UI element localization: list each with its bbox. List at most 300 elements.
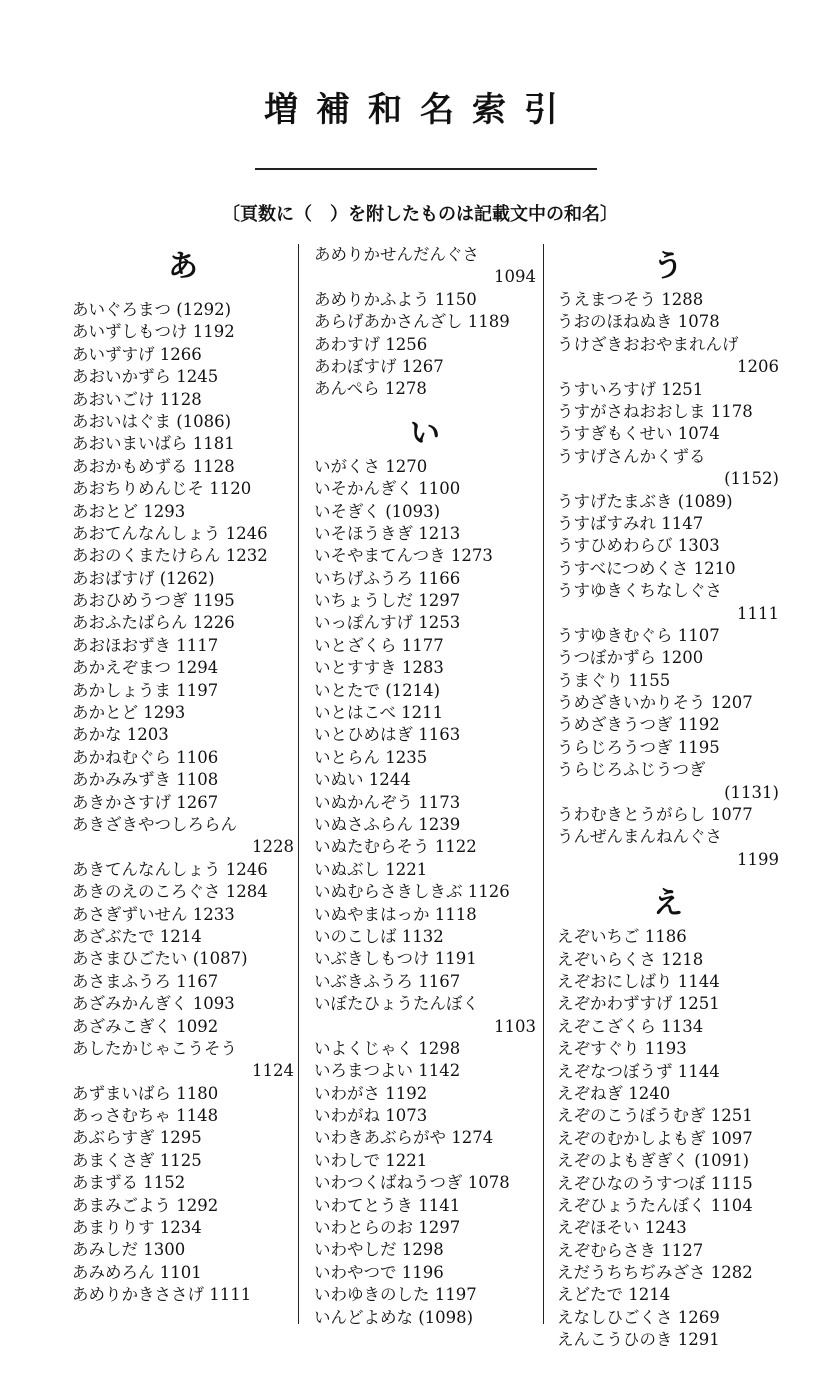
entry-page-number: 1213 <box>413 523 461 543</box>
entry-page-number: 1125 <box>154 1150 202 1170</box>
entry-name: あおひめうつぎ <box>72 591 188 611</box>
entry-page-number: 1192 <box>380 1083 428 1103</box>
index-entry <box>314 334 536 356</box>
index-entry <box>314 356 536 378</box>
index-entry <box>72 814 294 859</box>
entry-page-number: (1262) <box>154 568 215 588</box>
entry-name: いわやしだ <box>314 1240 397 1260</box>
entry-page-number: 1197 <box>429 1285 477 1305</box>
entry-page-number: 1120 <box>204 479 252 499</box>
entry-page-number: 1167 <box>171 971 219 991</box>
entry-name: あらげあかさんざし <box>314 312 463 332</box>
entry-name: あおとど <box>72 501 138 521</box>
index-entry <box>314 1172 536 1194</box>
entry-name: あきてんなんしょう <box>72 859 221 879</box>
index-entry <box>557 1016 779 1038</box>
entry-name: えぞむらさき <box>557 1240 656 1260</box>
entry-page-number: 1077 <box>705 805 753 825</box>
entry-name: あんぺら <box>314 379 380 399</box>
index-entry <box>314 501 536 523</box>
entry-page-number: 1235 <box>380 747 428 767</box>
entry-name: うすげさんかくずる <box>557 446 706 466</box>
index-entry <box>314 792 536 814</box>
entry-page-number: 1124 <box>252 1061 294 1081</box>
index-entry <box>314 1150 536 1172</box>
index-entry <box>314 1307 536 1329</box>
entry-name: いぬむらさきしきぶ <box>314 882 463 902</box>
entry-name: あおばすげ <box>72 568 155 588</box>
index-entry <box>72 1262 294 1284</box>
entry-page-number: 1177 <box>396 635 444 655</box>
entry-name: あきざきやつしろらん <box>72 814 237 834</box>
index-entry <box>72 1127 294 1149</box>
entry-name: うすひめわらび <box>557 536 673 556</box>
entry-name: あおふたばらん <box>72 613 188 633</box>
entry-name: うすゆきくちなしぐさ <box>557 581 722 601</box>
index-entry <box>72 1016 294 1038</box>
index-entry <box>72 926 294 948</box>
index-entry <box>72 523 294 545</box>
entry-name: あかみみずき <box>72 770 171 790</box>
entry-name: うすゆきむぐら <box>557 625 673 645</box>
entry-name: えぞなつぼうず <box>557 1061 673 1081</box>
entry-page-number: 1195 <box>672 737 720 757</box>
index-entry <box>557 1105 779 1127</box>
entry-name: あしたかじゃこうそう <box>72 1038 237 1058</box>
entry-name: えぞのこうぼうむぎ <box>557 1106 706 1126</box>
entry-name: いわつくばねうつぎ <box>314 1173 463 1193</box>
entry-name: えぞひょうたんぼく <box>557 1195 706 1215</box>
index-entry <box>557 1038 779 1060</box>
index-entry <box>72 993 294 1015</box>
entry-name: えぞひなのうすつぼ <box>557 1173 706 1193</box>
entry-name: いのこしば <box>314 926 397 946</box>
entry-page-number: 1298 <box>413 1038 461 1058</box>
index-entry <box>557 949 779 971</box>
entry-page-number: 1132 <box>396 926 444 946</box>
entry-page-number: 1195 <box>187 591 235 611</box>
entry-page-number: 1218 <box>656 949 704 969</box>
index-entry <box>72 769 294 791</box>
entry-name: いちげふうろ <box>314 568 413 588</box>
entry-name: あまくさぎ <box>72 1150 155 1170</box>
entry-page-number: 1104 <box>705 1195 753 1215</box>
entry-name: いそやまてんつき <box>314 546 446 566</box>
entry-page-number: 1101 <box>154 1262 202 1282</box>
entry-page-number: 1128 <box>187 456 235 476</box>
entry-page-number: 1193 <box>639 1039 687 1059</box>
index-entry <box>72 456 294 478</box>
entry-page-number: 1078 <box>462 1173 510 1193</box>
index-entry <box>314 545 536 567</box>
index-entry <box>557 737 779 759</box>
entry-page-number: 1111 <box>204 1285 252 1305</box>
index-entry <box>314 1060 536 1082</box>
index-entry <box>72 411 294 433</box>
entry-name: あきのえのころぐさ <box>72 882 221 902</box>
entry-page-number: 1267 <box>171 792 219 812</box>
entry-name: うえまつそう <box>557 290 656 309</box>
entry-name: あっさむちゃ <box>72 1106 171 1126</box>
index-entry <box>72 792 294 814</box>
entry-name: あめりかせんだんぐさ <box>314 245 479 264</box>
entry-name: いそかんぎく <box>314 479 413 499</box>
index-entry <box>314 993 536 1038</box>
entry-page-number: 1173 <box>413 792 461 812</box>
entry-page-number: 1078 <box>672 312 720 332</box>
entry-name: あかしょうま <box>72 680 171 700</box>
entry-page-number: 1197 <box>171 680 219 700</box>
entry-page-number: 1256 <box>380 334 428 354</box>
index-entry <box>72 321 294 343</box>
index-entry <box>314 769 536 791</box>
entry-page-number: 1152 <box>138 1173 186 1193</box>
entry-name: うけざきおおやまれんげ <box>557 334 739 354</box>
entry-page-number: 1274 <box>446 1128 494 1148</box>
entry-page-number: 1278 <box>379 379 427 399</box>
entry-name: あおかもめずる <box>72 456 188 476</box>
index-entry <box>557 1061 779 1083</box>
entry-name: あまりりす <box>72 1218 155 1238</box>
entry-page-number: (1087) <box>187 949 248 969</box>
entry-page-number: 1094 <box>494 267 536 287</box>
index-entry <box>314 523 536 545</box>
index-entry <box>72 904 294 926</box>
entry-name: うすがさねおおしま <box>557 401 706 421</box>
index-entry <box>557 1195 779 1217</box>
entry-name: えだうちちぢみざさ <box>557 1263 706 1283</box>
entry-page-number: (1098) <box>413 1307 474 1327</box>
entry-name: あわすげ <box>314 334 380 354</box>
entry-page-number: 1210 <box>688 558 736 578</box>
entry-name: えどたで <box>557 1285 623 1305</box>
entry-name: いろまつよい <box>314 1061 413 1081</box>
index-entry <box>72 344 294 366</box>
entry-page-number: 1283 <box>396 658 444 678</box>
entry-page-number: 1115 <box>705 1173 753 1193</box>
entry-name: えぞのむかしよもぎ <box>557 1128 706 1148</box>
entry-name: うすいろすげ <box>557 379 656 399</box>
entry-name: あさまふうろ <box>72 971 171 991</box>
entry-page-number: 1267 <box>396 356 444 376</box>
index-entry <box>557 1128 779 1150</box>
index-entry <box>314 289 536 311</box>
index-column-u-e <box>557 244 779 1352</box>
index-entry <box>314 1239 536 1261</box>
entry-name: えぞこざくら <box>557 1016 656 1036</box>
column-divider <box>298 244 299 1324</box>
index-entry <box>72 590 294 612</box>
entry-page-number: 1134 <box>656 1016 704 1036</box>
entry-page-number: 1300 <box>138 1240 186 1260</box>
entry-name: あおいごけ <box>72 389 155 409</box>
entry-page-number: 1200 <box>656 648 704 668</box>
entry-page-number: 1111 <box>737 603 779 623</box>
entry-name: あおほおずき <box>72 635 171 655</box>
entry-name: いぬやまはっか <box>314 904 430 924</box>
index-entry <box>72 948 294 970</box>
index-entry <box>314 590 536 612</box>
entry-page-number: 1128 <box>154 389 202 409</box>
index-entry <box>72 389 294 411</box>
entry-name: いっぽんすげ <box>314 613 413 633</box>
index-entry <box>314 1262 536 1284</box>
entry-page-number: 1244 <box>363 770 411 790</box>
index-column-i <box>314 244 536 1329</box>
index-entry <box>557 535 779 557</box>
entry-list <box>314 456 536 1329</box>
entry-name: あおいはぐま <box>72 411 171 431</box>
entry-page-number: 1240 <box>623 1083 671 1103</box>
index-entry <box>72 1083 294 1105</box>
index-entry <box>72 1195 294 1217</box>
entry-list <box>72 299 294 1307</box>
index-entry <box>72 657 294 679</box>
index-entry <box>557 647 779 669</box>
index-entry <box>72 299 294 321</box>
entry-name: あおいまいばら <box>72 434 188 454</box>
index-entry <box>72 1105 294 1127</box>
index-entry <box>557 670 779 692</box>
index-entry <box>72 1239 294 1261</box>
entry-name: あめりかきささげ <box>72 1285 204 1305</box>
entry-name: えぞいちご <box>557 927 640 947</box>
entry-page-number: 1127 <box>656 1240 704 1260</box>
index-entry <box>557 513 779 535</box>
entry-name: いわきあぶらがや <box>314 1128 446 1148</box>
index-entry <box>557 1284 779 1306</box>
entry-name: いぬかんぞう <box>314 792 413 812</box>
entry-name: あおてんなんしょう <box>72 523 221 543</box>
entry-page-number: 1106 <box>171 747 219 767</box>
entry-name: いとたで <box>314 680 380 700</box>
entry-name: いわしで <box>314 1150 380 1170</box>
entry-name: うすげたまぶき <box>557 491 673 511</box>
entry-name: あざみかんぎく <box>72 994 188 1014</box>
entry-page-number: 1203 <box>121 725 169 745</box>
entry-page-number: 1144 <box>672 1061 720 1081</box>
entry-page-number: 1167 <box>413 971 461 991</box>
index-entry <box>557 993 779 1015</box>
entry-name: あかえぞまつ <box>72 658 171 678</box>
index-entry <box>314 948 536 970</box>
index-entry <box>557 423 779 445</box>
entry-name: うまぐり <box>557 670 623 690</box>
entry-page-number: 1186 <box>639 927 687 947</box>
entry-page-number: 1166 <box>413 568 461 588</box>
index-column-a <box>72 244 294 1307</box>
entry-page-number: (1152) <box>724 469 779 489</box>
entry-name: あおのくまたけらん <box>72 546 221 566</box>
entry-name: うめざきいかりそう <box>557 693 706 713</box>
entry-page-number: (1091) <box>689 1151 750 1171</box>
entry-page-number: 1293 <box>138 501 186 521</box>
section-heading-e: え <box>653 886 683 922</box>
entry-page-number: 1251 <box>672 994 720 1014</box>
entry-name: いとすすき <box>314 658 397 678</box>
entry-name: いぬぶし <box>314 859 380 879</box>
entry-page-number: 1295 <box>154 1128 202 1148</box>
entry-name: あかねむぐら <box>72 747 171 767</box>
entry-list <box>557 289 779 871</box>
index-entry <box>557 1329 779 1351</box>
index-entry <box>72 545 294 567</box>
index-entry <box>314 814 536 836</box>
entry-page-number: 1266 <box>154 344 202 364</box>
entry-name: いよくじゃく <box>314 1038 413 1058</box>
index-entry <box>72 971 294 993</box>
entry-page-number: 1282 <box>705 1263 753 1283</box>
index-entry <box>72 1172 294 1194</box>
entry-name: うおのほねぬき <box>557 312 673 332</box>
entry-name: えなしひごくさ <box>557 1307 673 1327</box>
index-entry <box>314 1083 536 1105</box>
entry-page-number: 1178 <box>705 401 753 421</box>
entry-page-number: 1196 <box>396 1262 444 1282</box>
entry-name: うらじろふじうつぎ <box>557 760 706 780</box>
entry-page-number: 1163 <box>413 725 461 745</box>
entry-name: あまみごよう <box>72 1195 171 1215</box>
index-entry <box>557 1173 779 1195</box>
entry-name: あわぼすげ <box>314 356 397 376</box>
index-entry <box>72 859 294 881</box>
index-entry <box>314 612 536 634</box>
entry-page-number: (1086) <box>171 411 232 431</box>
entry-page-number: (1131) <box>724 782 779 802</box>
entry-page-number: 1284 <box>220 882 268 902</box>
index-entry <box>72 702 294 724</box>
entry-name: あずまいばら <box>72 1083 171 1103</box>
entry-page-number: 1270 <box>380 456 428 476</box>
index-entry <box>72 635 294 657</box>
entry-name: いとらん <box>314 747 380 767</box>
entry-name: うすばすみれ <box>557 513 656 533</box>
index-entry <box>557 1217 779 1239</box>
index-entry <box>557 692 779 714</box>
entry-page-number: 1100 <box>413 479 461 499</box>
index-entry <box>557 580 779 625</box>
entry-page-number: 1103 <box>494 1016 536 1036</box>
entry-page-number: 1214 <box>623 1285 671 1305</box>
entry-name: うわむきとうがらし <box>557 805 706 825</box>
index-entry <box>314 311 536 333</box>
entry-name: うめざきうつぎ <box>557 715 673 735</box>
entry-name: あぶらすぎ <box>72 1128 155 1148</box>
entry-page-number: 1293 <box>138 703 186 723</box>
entry-page-number: 1206 <box>737 357 779 377</box>
index-entry <box>314 836 536 858</box>
entry-page-number: 1189 <box>462 312 510 332</box>
index-entry <box>557 311 779 333</box>
entry-page-number: 1093 <box>187 994 235 1014</box>
entry-page-number: 1191 <box>429 949 477 969</box>
entry-page-number: 1226 <box>187 613 235 633</box>
entry-name: あさまひごたい <box>72 949 188 969</box>
index-entry <box>557 1307 779 1329</box>
entry-name: えぞほそい <box>557 1218 640 1238</box>
entry-name: えぞのよもぎぎく <box>557 1151 689 1171</box>
index-entry <box>314 1217 536 1239</box>
entry-name: いぬたむらそう <box>314 837 430 857</box>
index-entry <box>314 702 536 724</box>
entry-page-number: 1181 <box>187 434 235 454</box>
index-entry <box>72 1217 294 1239</box>
entry-name: うんぜんまんねんぐさ <box>557 827 722 847</box>
entry-name: いそぎく <box>314 501 380 521</box>
entry-page-number: 1228 <box>252 837 294 857</box>
index-entry <box>314 657 536 679</box>
index-entry <box>557 1240 779 1262</box>
entry-name: いわやつで <box>314 1262 397 1282</box>
entry-name: あざぶたで <box>72 926 155 946</box>
entry-page-number: 1221 <box>380 859 428 879</box>
index-entry <box>314 904 536 926</box>
index-entry <box>314 747 536 769</box>
entry-name: あかとど <box>72 703 138 723</box>
entry-page-number: 1239 <box>413 815 461 834</box>
entry-page-number: 1245 <box>171 367 219 387</box>
entry-name: いとざくら <box>314 635 397 655</box>
index-entry <box>557 379 779 401</box>
index-entry <box>314 635 536 657</box>
entry-page-number: 1141 <box>413 1195 461 1215</box>
entry-page-number: 1211 <box>395 703 444 723</box>
title-rule <box>255 168 597 170</box>
entry-name: うすぎもくせい <box>557 424 673 444</box>
entry-name: あみめろん <box>72 1262 155 1282</box>
index-entry <box>314 244 536 289</box>
section-heading-u: う <box>653 249 683 284</box>
index-entry <box>72 1038 294 1083</box>
index-entry <box>314 881 536 903</box>
entry-page-number: 1269 <box>672 1307 720 1327</box>
entry-page-number: 1144 <box>672 972 720 992</box>
index-entry <box>557 1150 779 1172</box>
entry-name: えぞねぎ <box>557 1083 623 1103</box>
entry-name: あおちりめんじそ <box>72 479 204 499</box>
index-entry <box>314 1195 536 1217</box>
entry-page-number: 1180 <box>171 1083 219 1103</box>
index-entry <box>72 747 294 769</box>
entry-list <box>557 926 779 1351</box>
index-entry <box>72 568 294 590</box>
entry-page-number: 1246 <box>220 859 268 879</box>
index-entry <box>72 680 294 702</box>
entry-name: あきかさすげ <box>72 792 171 812</box>
entry-name: あめりかふよう <box>314 289 430 309</box>
entry-page-number: 1073 <box>380 1106 428 1126</box>
entry-name: いがくさ <box>314 456 380 476</box>
entry-name: えぞおにしばり <box>557 972 673 992</box>
index-entry <box>314 971 536 993</box>
entry-name: あみしだ <box>72 1240 138 1260</box>
entry-name: うつぼかずら <box>557 648 656 668</box>
entry-name: いぼたひょうたんぼく <box>314 994 479 1014</box>
entry-name: えぞかわずすげ <box>557 994 673 1014</box>
index-entry <box>314 568 536 590</box>
entry-page-number: 1155 <box>623 670 671 690</box>
entry-page-number: 1294 <box>171 658 219 678</box>
entry-name: うらじろうつぎ <box>557 737 673 757</box>
entry-page-number: 1273 <box>445 546 493 566</box>
index-entry <box>557 804 779 826</box>
index-entry <box>72 366 294 388</box>
index-entry <box>314 724 536 746</box>
entry-name: いぬさふらん <box>314 815 413 834</box>
section-heading-i: い <box>410 415 440 451</box>
index-entry <box>557 1083 779 1105</box>
section-heading-a: あ <box>168 249 198 284</box>
